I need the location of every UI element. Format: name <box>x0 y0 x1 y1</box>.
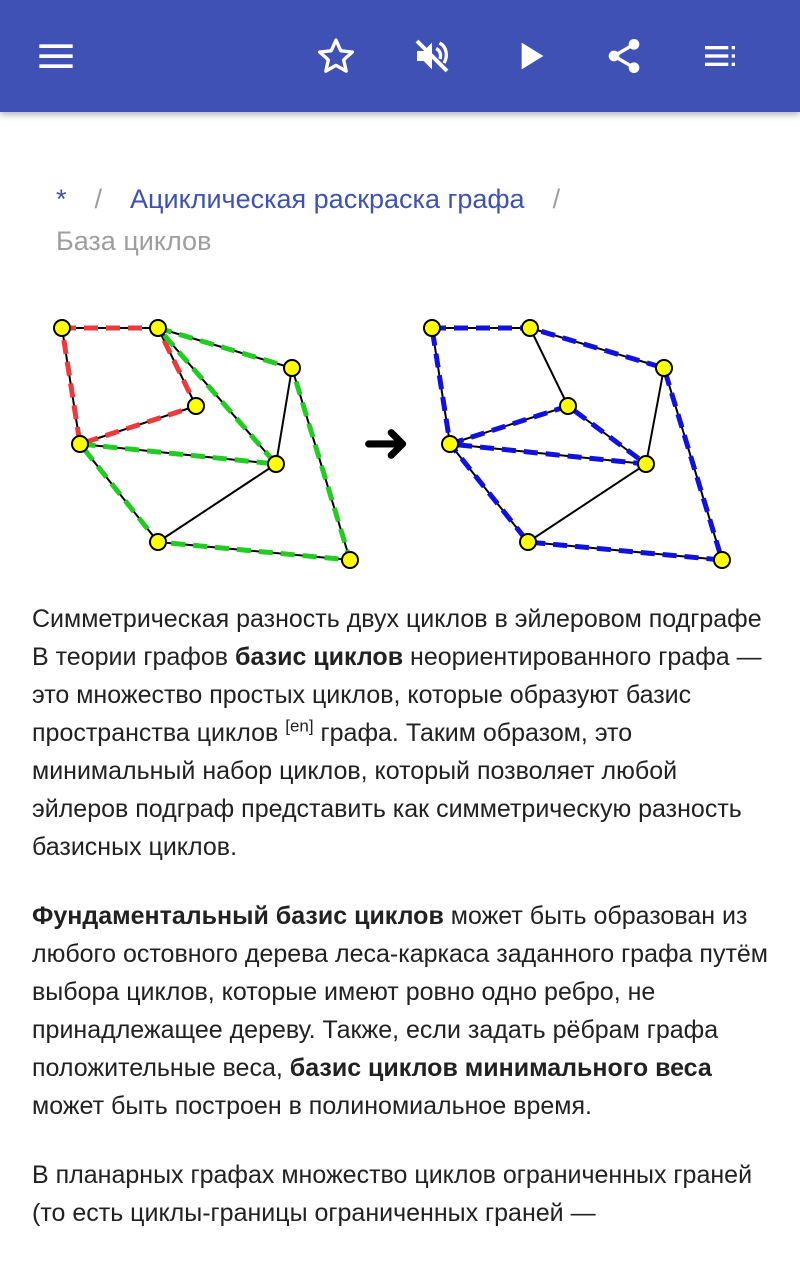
cycle-symmetric-difference-figure[interactable] <box>32 300 768 590</box>
en-link[interactable]: [en] <box>285 716 314 736</box>
paragraph-fundamental: Фундаментальный базис циклов может быть образован из любого остовного дерева леса-каркаса заданного графа путём выбора циклов, которые имеют ровно одно ребро, не принадлежащее дереву. Также, если задать рёбрам графа положительные веса, базис циклов минимального веса может быть построен в полиномиальное время. <box>32 902 768 1120</box>
share-button[interactable] <box>596 28 652 84</box>
breadcrumb-separator: / <box>94 184 103 214</box>
term-min-weight-basis: базис циклов минимального веса <box>289 1054 712 1082</box>
share-icon <box>604 36 644 76</box>
breadcrumb-root-link[interactable]: * <box>56 184 67 214</box>
blue-result-cycles <box>432 328 722 560</box>
menu-icon <box>36 36 76 76</box>
arrow-icon: ➜ <box>361 408 411 476</box>
left-graph <box>54 320 358 568</box>
breadcrumb <box>56 178 756 262</box>
favorite-button[interactable] <box>308 28 364 84</box>
paragraph-intro: В теории графов базис циклов неориентированного графа — это множество простых циклов, которые образуют базис пространства циклов [en] графа. Таким образом, это минимальный набор циклов, который позволяет любой эйлеров подграф представить как симметрическую разность базисных циклов. <box>32 643 762 861</box>
mute-button[interactable] <box>404 28 460 84</box>
right-graph <box>424 320 730 568</box>
red-cycle <box>62 328 196 444</box>
toc-icon <box>700 36 740 76</box>
play-button[interactable] <box>502 28 558 84</box>
breadcrumb-parent-link[interactable]: Ациклическая раскраска графа <box>130 184 525 214</box>
contents-button[interactable] <box>692 28 748 84</box>
green-cycle <box>80 328 350 560</box>
figure-caption: Симметрическая разность двух циклов в эйлеровом подграфе <box>32 605 762 633</box>
paragraph-planar: В планарных графах множество циклов ограниченных граней (то есть циклы-границы ограниченных граней — <box>32 1161 753 1227</box>
app-bar <box>0 0 800 112</box>
menu-button[interactable] <box>28 28 84 84</box>
volume-off-icon <box>412 36 452 76</box>
article-body <box>32 600 772 1263</box>
breadcrumb-separator: / <box>552 184 561 214</box>
breadcrumb-current: База циклов <box>56 226 212 256</box>
term-cycle-basis: базис циклов <box>235 643 404 671</box>
play-icon <box>510 36 550 76</box>
star-outline-icon <box>316 36 356 76</box>
term-fundamental-basis: Фундаментальный базис циклов <box>32 902 444 930</box>
